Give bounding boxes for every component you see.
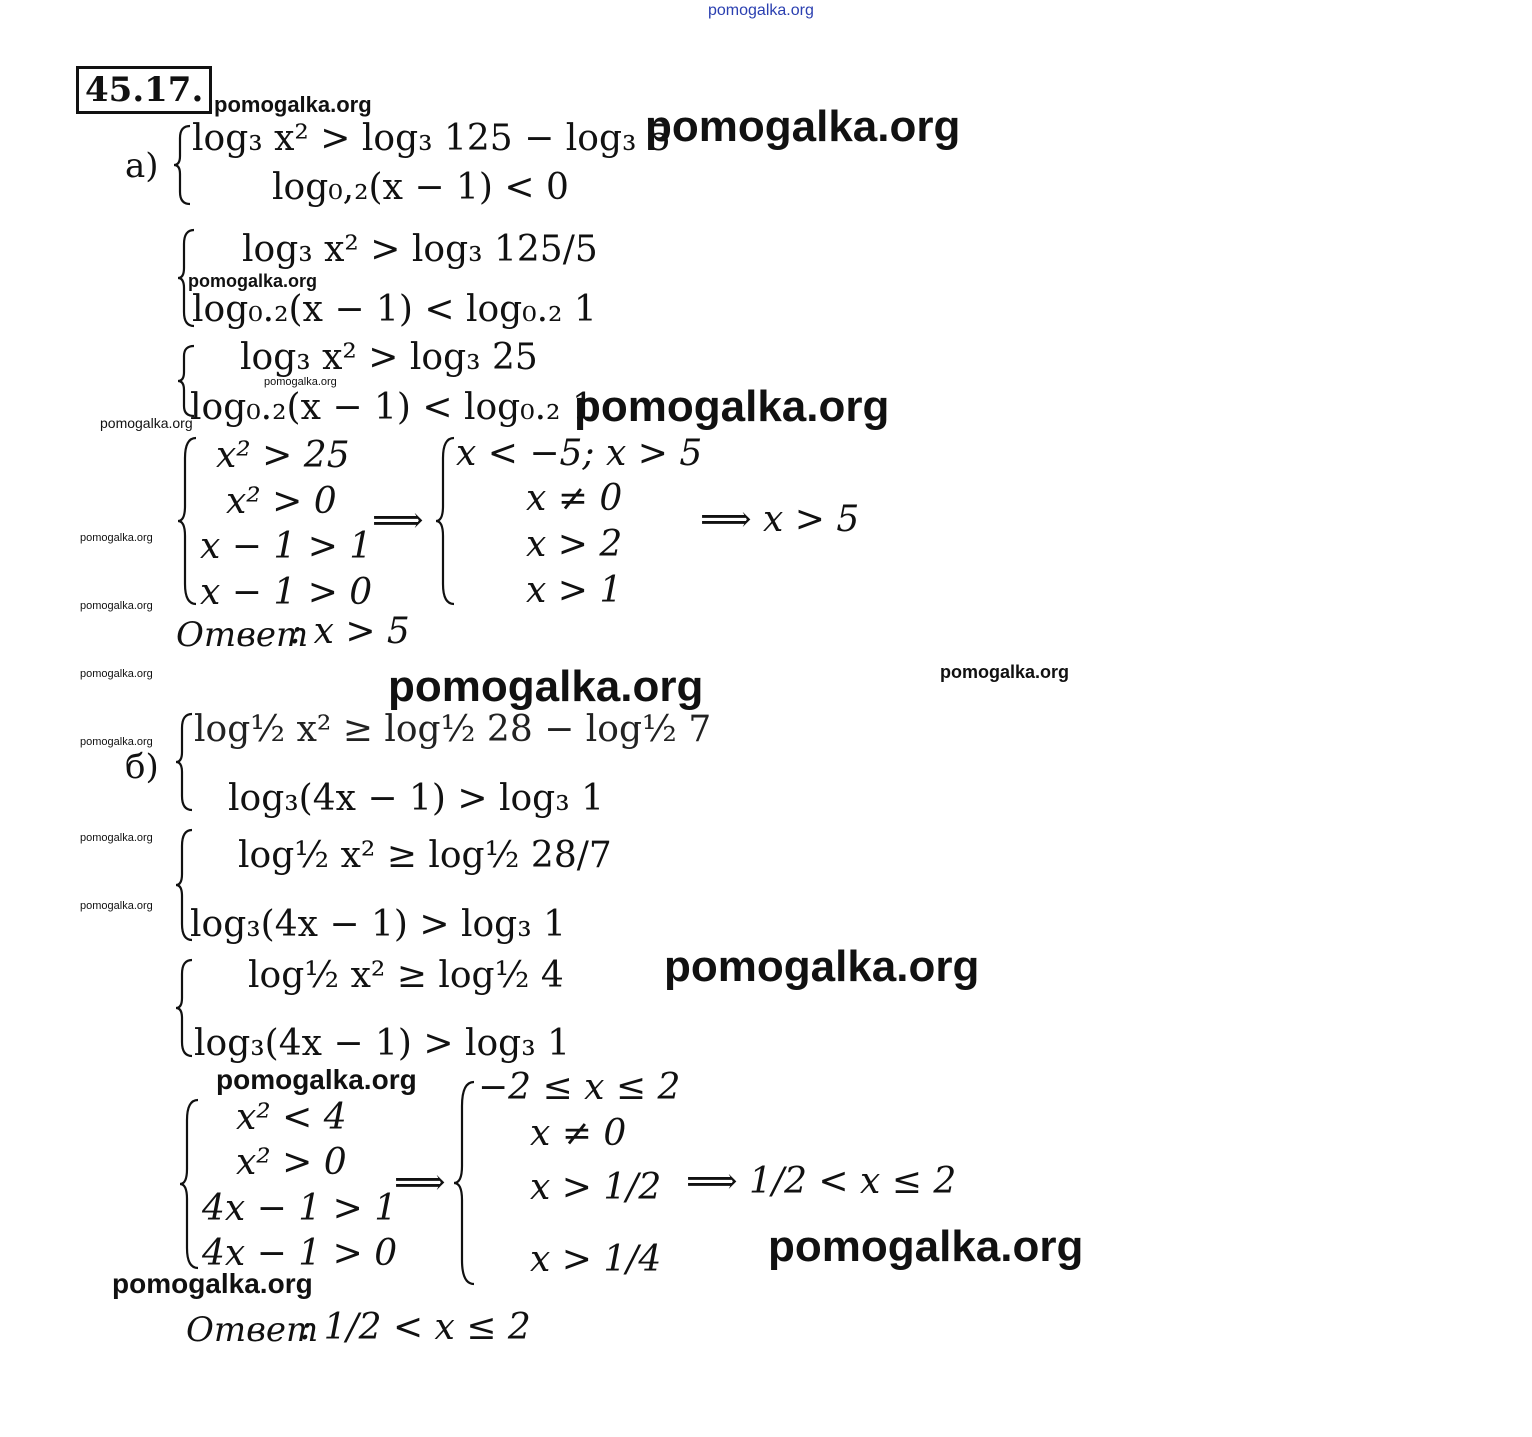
- watermark: pomogalka.org: [80, 532, 153, 544]
- watermark: pomogalka.org: [112, 1268, 313, 1299]
- b-result: ⟹ 1/2 < x ≤ 2: [686, 1161, 957, 1202]
- b-sys5-line1: −2 ≤ x ≤ 2: [478, 1067, 681, 1108]
- b-sys5-line3: x > 1/2: [530, 1167, 662, 1208]
- problem-number: 45.17.: [76, 66, 212, 114]
- b-sys4-line1: x² < 4: [236, 1097, 347, 1138]
- a-result: ⟹ x > 5: [700, 499, 860, 540]
- a-answer: : x > 5: [290, 611, 410, 652]
- watermark: pomogalka.org: [940, 662, 1070, 682]
- brace-b3: [174, 958, 194, 1058]
- a-sys4-line3: x − 1 > 1: [200, 526, 373, 567]
- a-sys5-line1: x < −5; x > 5: [456, 433, 703, 474]
- watermark: pomogalka.org: [264, 376, 337, 388]
- b-answer: : 1/2 < x ≤ 2: [300, 1307, 531, 1348]
- b-sys4-line2: x² > 0: [236, 1142, 347, 1183]
- b-answer-word: Ответ: [186, 1310, 319, 1350]
- watermark: pomogalka.org: [100, 415, 193, 431]
- brace-a5: [434, 436, 456, 606]
- b-sys4-line3: 4x − 1 > 1: [202, 1188, 398, 1229]
- a-sys4-line2: x² > 0: [226, 481, 337, 522]
- part-b-label: б): [125, 747, 159, 787]
- watermark: pomogalka.org: [80, 668, 153, 680]
- brace-b4: [178, 1098, 200, 1270]
- a-sys3-line1: log₃ x² > log₃ 25: [240, 337, 538, 378]
- b-sys1-line2: log₃(4x − 1) > log₃ 1: [228, 778, 604, 819]
- b-sys5-line4: x > 1/4: [530, 1239, 662, 1280]
- watermark: pomogalka.org: [768, 1222, 1084, 1271]
- watermark: pomogalka.org: [188, 271, 318, 291]
- watermark: pomogalka.org: [645, 102, 961, 151]
- watermark: pomogalka.org: [80, 600, 153, 612]
- watermark: pomogalka.org: [80, 900, 153, 912]
- a-sys4-line4: x − 1 > 0: [200, 572, 373, 613]
- watermark: pomogalka.org: [388, 662, 704, 711]
- brace-a4: [176, 436, 198, 606]
- a-sys2-line1: log₃ x² > log₃ 125/5: [242, 229, 598, 270]
- b-sys2-line2: log₃(4x − 1) > log₃ 1: [190, 904, 566, 945]
- watermark: pomogalka.org: [664, 942, 980, 991]
- watermark: pomogalka.org: [80, 736, 153, 748]
- b-sys2-line1: log½ x² ≥ log½ 28/7: [238, 835, 612, 876]
- a-arrow: ⟹: [372, 500, 424, 541]
- brace-a1: [172, 124, 192, 206]
- a-sys1-line2: log₀,₂(x − 1) < 0: [272, 167, 569, 208]
- b-sys5-line2: x ≠ 0: [530, 1113, 627, 1154]
- b-sys3-line2: log₃(4x − 1) > log₃ 1: [194, 1023, 570, 1064]
- watermark: pomogalka.org: [214, 92, 372, 117]
- a-answer-word: Ответ: [176, 615, 309, 655]
- a-sys2-line2: log₀.₂(x − 1) < log₀.₂ 1: [192, 289, 597, 330]
- top-watermark: pomogalka.org: [708, 2, 814, 19]
- part-a-label: а): [125, 146, 159, 186]
- brace-b5: [452, 1080, 476, 1286]
- b-arrow: ⟹: [394, 1162, 446, 1203]
- watermark: pomogalka.org: [216, 1064, 417, 1095]
- a-sys5-line4: x > 1: [526, 570, 623, 611]
- a-sys5-line2: x ≠ 0: [526, 478, 623, 519]
- b-sys1-line1: log½ x² ≥ log½ 28 − log½ 7: [194, 709, 712, 750]
- a-sys4-line1: x² > 25: [216, 435, 350, 476]
- watermark: pomogalka.org: [80, 832, 153, 844]
- a-sys3-line2: log₀.₂(x − 1) < log₀.₂ 1: [190, 387, 595, 428]
- brace-b1: [174, 712, 194, 812]
- a-sys1-line1: log₃ x² > log₃ 125 − log₃ 5: [192, 118, 671, 159]
- watermark: pomogalka.org: [574, 382, 890, 431]
- b-sys4-line4: 4x − 1 > 0: [202, 1233, 398, 1274]
- a-sys5-line3: x > 2: [526, 524, 623, 565]
- b-sys3-line1: log½ x² ≥ log½ 4: [248, 955, 564, 996]
